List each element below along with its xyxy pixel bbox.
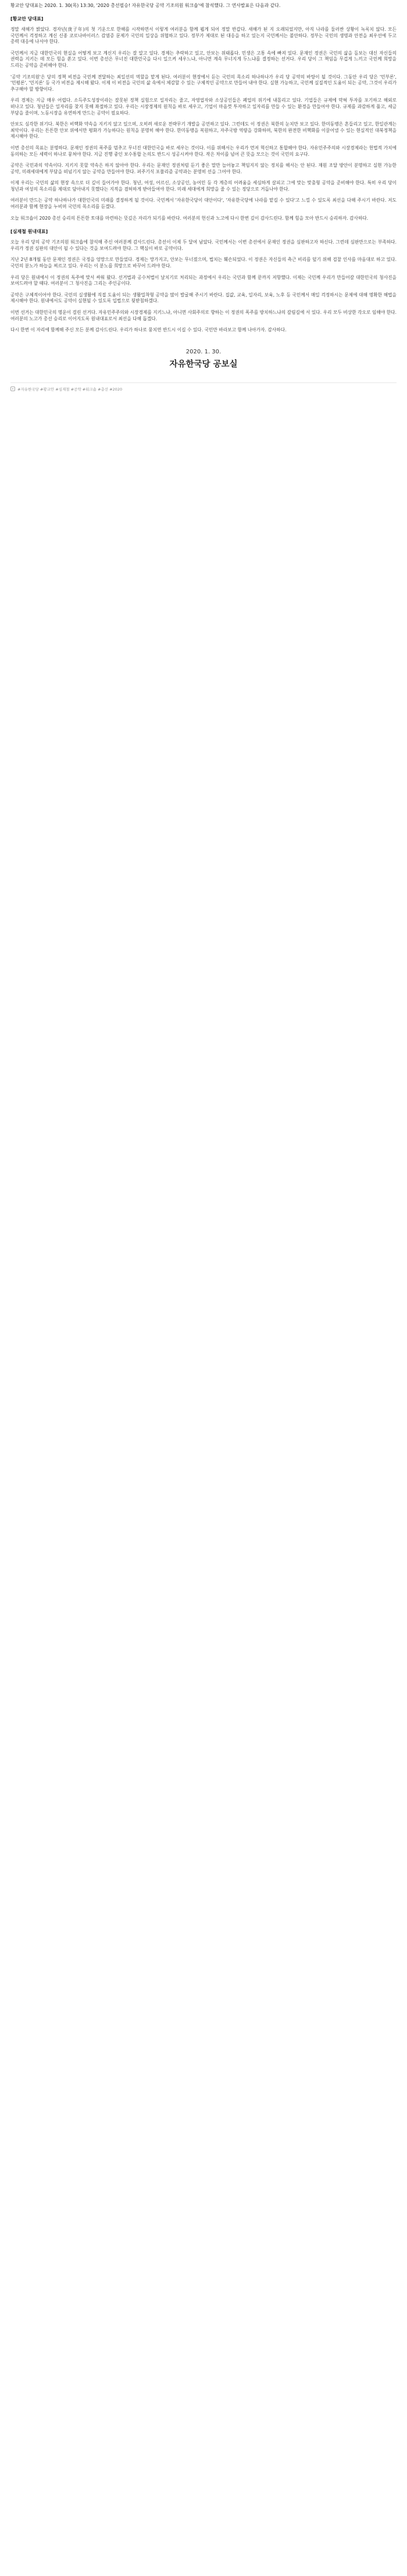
paragraph: 이번 선거는 대한민국의 명운이 걸린 선거다. 자유민주주의와 시장경제를 지키느냐, 아니면 사회주의로 향하는 이 정권의 폭주를 방치하느냐의 갈림길에 서 있다. 우리 모두 비상한 각오로 임해야 한다. 여러분의 노고가 총선 승리로 이어지도록 원내대표로서 최선을 다해 돕겠다. bbox=[10, 310, 397, 321]
paragraph: 이제 우리는 국민의 삶의 현장 속으로 더 깊이 들어가야 한다. 청년, 여성, 어르신, 소상공인, 농어민 등 각 계층의 어려움을 세심하게 살피고 그에 맞는 맞춤형 공약을 준비해야 한다. 특히 우리 당이 청년과 여성의 목소리를 제대로 담아내지 못했다는 지적을 겸허하게 받아들여야 한다. 미래 세대에게 희망을 줄 수 있는 정당으로 거듭나야 한다. bbox=[10, 180, 397, 192]
section-title: [심재철 원내대표] bbox=[10, 229, 48, 235]
paragraph: 안보도 심각한 위기다. 북한은 비핵화 약속을 지키지 않고 있으며, 오히려 새로운 전략무기 개발을 공언하고 있다. 그런데도 이 정권은 북한의 눈치만 보고 있다. 한미동맹은 흔들리고 있고, 한일관계는 최악이다. 우리는 튼튼한 안보 위에서만 평화가 가능하다는 원칙을 분명히 해야 한다. 한미동맹을 복원하고, 자주국방 역량을 강화하며, 북한의 완전한 비핵화를 이끌어낼 수 있는 현실적인 대북정책을 제시해야 한다. bbox=[10, 121, 397, 139]
tag-icon bbox=[10, 387, 15, 391]
paragraph: 우리 경제는 지금 매우 어렵다. 소득주도성장이라는 잘못된 정책 실험으로 일자리는 줄고, 자영업자와 소상공인들은 폐업의 위기에 내몰리고 있다. 기업들은 규제에 막혀 투자를 포기하고 해외로 떠나고 있다. 청년들은 일자리를 찾지 못해 좌절하고 있다. 우리는 시장경제의 원칙을 바로 세우고, 기업이 마음껏 투자하고 일자리를 만들 수 있는 환경을 만들어야 한다. 규제를 과감하게 풀고, 세금 부담을 줄이며, 노동시장을 유연하게 만드는 공약이 필요하다. bbox=[10, 98, 397, 116]
paragraph: 공약은 구체적이어야 한다. 국민의 실생활에 직접 도움이 되는 생활밀착형 공약을 많이 발굴해 주시기 바란다. 집값, 교육, 일자리, 보육, 노후 등 국민께서 매일 걱정하시는 문제에 대해 명확한 해법을 제시해야 한다. 원내에서도 공약이 실현될 수 있도록 입법으로 뒷받침하겠다. bbox=[10, 292, 397, 304]
paragraph: 국민께서 지금 대한민국의 현실을 어떻게 보고 계신지 우리는 잘 알고 있다. 경제는 추락하고 있고, 안보는 위태롭다. 민생은 고통 속에 빠져 있다. 문재인 정권은 국민의 삶을 돌보는 대신 자신들의 권력을 지키는 데 모든 힘을 쏟고 있다. 이번 총선은 무너진 대한민국을 다시 일으켜 세우느냐, 아니면 계속 무너지게 두느냐를 결정하는 선거다. 우리 당이 그 책임을 무겁게 느끼고 국민께 희망을 드리는 공약을 준비해야 한다. bbox=[10, 50, 397, 68]
tag-list[interactable]: #자유한국당 #황교안 #심재철 #공약 #워크숍 #총선 #2020 bbox=[17, 387, 123, 392]
paragraph: 오늘 워크숍이 2020 총선 승리의 튼튼한 토대를 마련하는 뜻깊은 자리가 되기를 바란다. 여러분의 헌신과 노고에 다시 한번 깊이 감사드린다. 함께 힘을 모아 반드시 승리하자. 감사하다. bbox=[10, 215, 369, 221]
release-date: 2020. 1. 30. bbox=[185, 348, 222, 355]
paragraph: 지난 2년 8개월 동안 문재인 정권은 국정을 엉망으로 만들었다. 경제는 망가지고, 안보는 무너졌으며, 법치는 훼손되었다. 이 정권은 자신들의 측근 비리를 덮기 위해 검찰 인사를 마음대로 하고 있다. 국민의 분노가 하늘을 찌르고 있다. 우리는 이 분노를 희망으로 바꾸어 드려야 한다. bbox=[10, 257, 397, 269]
section-title: [황교안 당대표] bbox=[10, 16, 44, 22]
section-leader bbox=[10, 16, 397, 221]
paragraph: 우리 당은 원내에서 이 정권의 독주에 맞서 싸워 왔다. 선거법과 공수처법이 날치기로 처리되는 과정에서 우리는 국민과 함께 끝까지 저항했다. 이제는 국민께 우리가 만들어갈 대한민국의 청사진을 보여드려야 할 때다. 여러분이 그 청사진을 그리는 주인공이다. bbox=[10, 274, 397, 287]
paragraph: 여러분이 만드는 공약 하나하나가 대한민국의 미래를 결정하게 될 것이다. 국민께서 '자유한국당이 대안이다', '자유한국당에 나라를 맡길 수 있다'고 느낄 수 있도록 최선을 다해 주시기 바란다. 저도 여러분과 함께 현장을 누비며 국민의 목소리를 듣겠다. bbox=[10, 198, 397, 210]
press-release bbox=[0, 0, 407, 403]
intro-text: 황교안 당대표는 2020. 1. 30(목) 13:30, '2020 총선필승! 자유한국당 공약 기조의원 워크숍'에 참석했다. 그 연사발표은 다음과 같다. bbox=[10, 3, 281, 8]
paragraph: '공약 기조의원'은 당의 정책 비전을 국민께 전달하는 최일선의 역할을 맡게 된다. 여러분이 현장에서 듣는 국민의 목소리 하나하나가 우리 당 공약의 바탕이 될 것이다. 그동안 우리 당은 '민부론', '민평론', '민지론' 등 국가 비전을 제시해 왔다. 이제 이 비전을 국민의 삶 속에서 체감할 수 있는 구체적인 공약으로 만들어 내야 한다. 실현 가능하고, 국민께 실질적인 도움이 되는 공약, 그것이 우리가 추구해야 할 방향이다. bbox=[10, 74, 397, 92]
section-floor-leader bbox=[10, 228, 397, 334]
paragraph: 공약은 국민과의 약속이다. 지키지 못할 약속은 하지 않아야 한다. 우리는 문재인 정권처럼 듣기 좋은 말만 늘어놓고 책임지지 않는 정치를 해서는 안 된다. 재원 조달 방안이 분명하고 실현 가능한 공약, 미래세대에게 부담을 떠넘기지 않는 공약을 만들어야 한다. 퍼주기식 포퓰리즘 공약과는 분명히 선을 그어야 한다. bbox=[10, 163, 397, 174]
paragraph: 정말 새해가 밝았다. 경자년(庚子年)의 첫 기운으로 한해를 시작하면서 이렇게 여러분을 함께 뵙게 되어 정말 반갑다. 새해가 된 지 오래되었지만, 아직 나라를 둘러싼 상황이 녹록치 않다. 모든 국민께서 걱정하고 계신 신종 코로나바이러스 감염증 문제가 국민의 일상을 위협하고 있다. 정부가 제대로 된 대응을 하고 있는지 국민께서는 불안하다. 정부는 국민의 생명과 안전을 최우선에 두고 총력 대응에 나서야 한다. bbox=[10, 27, 397, 45]
paragraph: 오늘 우리 당의 공약 기조의원 워크숍에 참석해 주신 여러분께 감사드린다. 총선이 이제 두 달여 남았다. 국민께서는 이번 총선에서 문재인 정권을 심판하고자 하신다. 그런데 심판만으로는 부족하다. 우리가 정권 심판의 대안이 될 수 있다는 것을 보여드려야 한다. 그 핵심이 바로 공약이다. bbox=[10, 239, 397, 251]
paragraph: 이번 총선의 목표는 분명하다. 문재인 정권의 폭주를 멈추고 무너진 대한민국을 바로 세우는 것이다. 이를 위해서는 우리가 먼저 혁신하고 통합해야 한다. 자유민주주의와 시장경제라는 헌법적 가치에 동의하는 모든 세력이 하나로 뭉쳐야 한다. 지금 진행 중인 보수통합 논의도 반드시 성공시켜야 한다. 작은 차이를 넘어 큰 뜻을 모으는 것이 국민의 요구다. bbox=[10, 145, 397, 157]
signature-org: 자유한국당 공보실 bbox=[169, 359, 238, 369]
paragraph: 다시 한번 이 자리에 함께해 주신 모든 분께 감사드린다. 우리가 하나로 뭉치면 반드시 이길 수 있다. 국민만 바라보고 함께 나아가자. 감사하다. bbox=[10, 327, 287, 333]
tag-bar bbox=[10, 382, 397, 392]
